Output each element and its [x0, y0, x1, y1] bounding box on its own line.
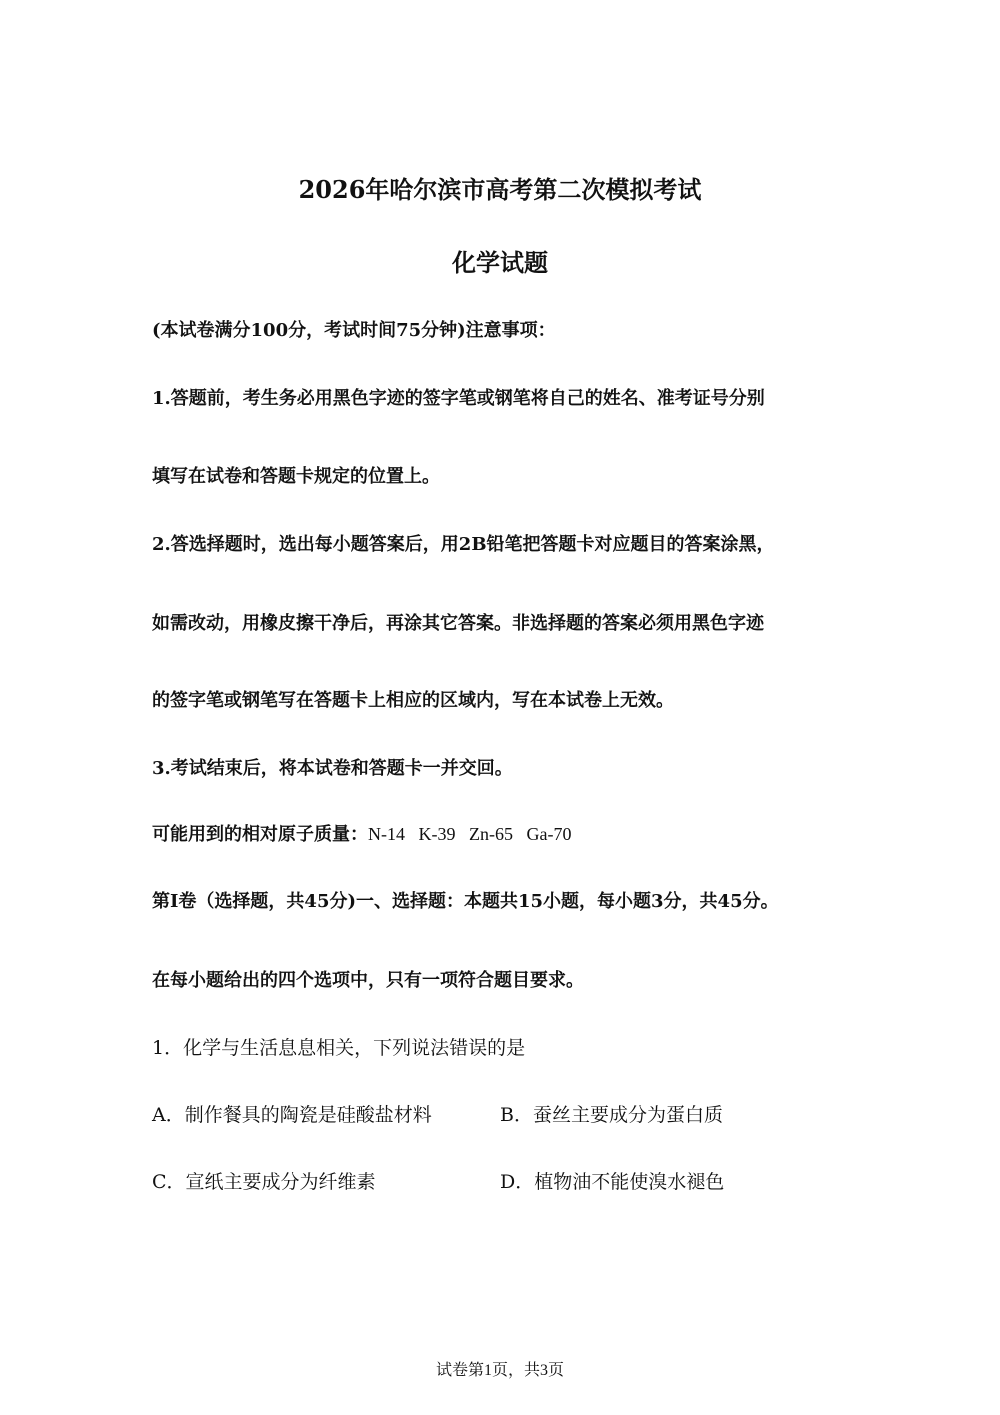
- notice-item-1-line-1: 1.答题前，考生务必用黑色字迹的签字笔或钢笔将自己的姓名、准考证号分别: [152, 388, 765, 409]
- question-1-option-a: A．制作餐具的陶瓷是硅酸盐材料: [152, 1104, 432, 1126]
- question-1-option-d: D．植物油不能使溴水褪色: [500, 1171, 725, 1193]
- question-1-stem: 1．化学与生活息息相关，下列说法错误的是: [152, 1037, 526, 1059]
- atomic-mass-row: [152, 820, 571, 846]
- section-heading-line-2: 在每小题给出的四个选项中，只有一项符合题目要求。: [152, 970, 584, 991]
- notice-item-1-line-2: 填写在试卷和答题卡规定的位置上。: [152, 466, 440, 487]
- notice-item-2-line-2: 如需改动，用橡皮擦干净后，再涂其它答案。非选择题的答案必须用黑色字迹: [152, 613, 764, 634]
- notice-item-2-line-1: 2.答选择题时，选出每小题答案后，用2B铅笔把答题卡对应题目的答案涂黑，: [152, 534, 775, 555]
- notice-item-3: 3.考试结束后，将本试卷和答题卡一并交回。: [152, 758, 513, 779]
- exam-title: 2026年哈尔滨市高考第二次模拟考试: [298, 175, 702, 204]
- notice-item-2-line-3: 的签字笔或钢笔写在答题卡上相应的区域内，写在本试卷上无效。: [152, 690, 674, 711]
- notice-intro: (本试卷满分100分，考试时间75分钟)注意事项：: [152, 320, 556, 341]
- page-footer: 试卷第1页，共3页: [435, 1362, 564, 1379]
- subject-title: 化学试题: [452, 248, 548, 277]
- section-heading-line-1: 第Ⅰ卷（选择题，共45分)一、选择题：本题共15小题，每小题3分，共45分。: [152, 891, 779, 912]
- atomic-mass-label: 可能用到的相对原子质量：: [152, 824, 368, 845]
- question-1-option-b: B．蚕丝主要成分为蛋白质: [500, 1104, 723, 1126]
- atomic-mass-values: N-14 K-39 Zn-65 Ga-70: [368, 824, 572, 844]
- question-1-option-c: C．宣纸主要成分为纤维素: [152, 1171, 376, 1193]
